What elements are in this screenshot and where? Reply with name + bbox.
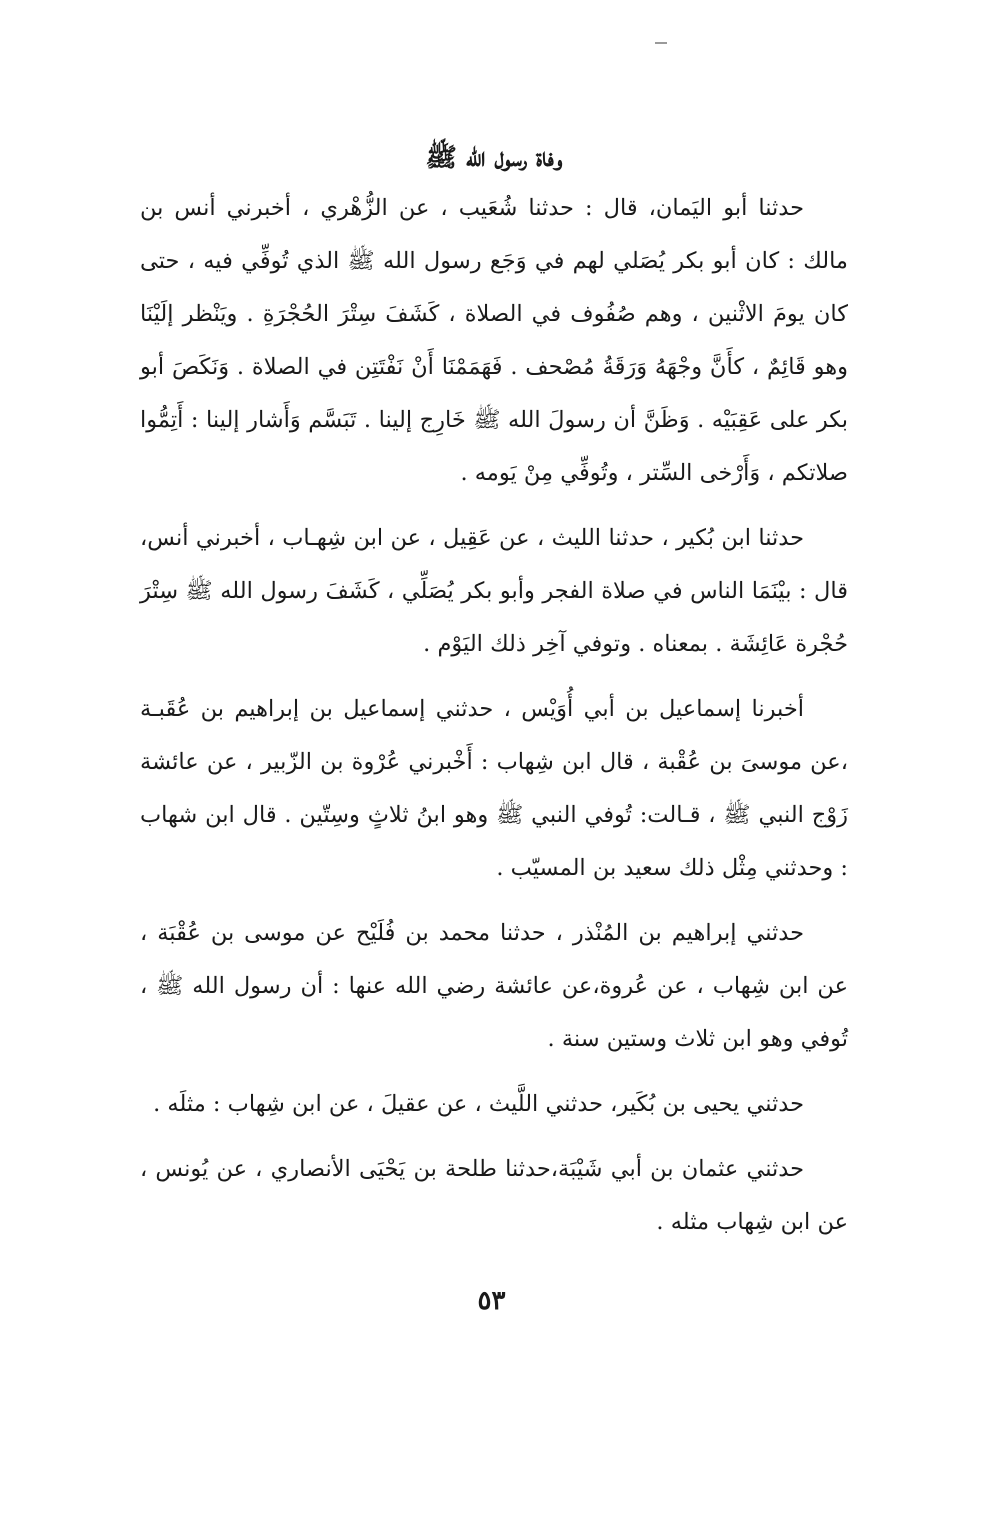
hadith-paragraph-6: حدثني عثمان بن أبي شَيْبَة،حدثنا طلحة بن يَحْيَى الأنصاري ، عن يُونس ، عن ابن شِهاب مثله .	[140, 1156, 848, 1235]
hadith-paragraph-1: حدثنا أبو اليَمان، قال : حدثنا شُعَيب ، عن الزُّهْري ، أخبرني أنس بن مالك : كان أبو بكر يُصَلي لهم في وَجَع رسول الله ﷺ الذي تُوفِّي فيه ، حتى كان يومَ الاثْنين ، وهم صُفُوف في الصلاة ، كَشَفَ سِتْرَ الحُجْرَةِ . ويَنْظر إلَيْنَا وهو قَائِمٌ ، كأَنَّ وجْهَهُ وَرَقَةُ مُصْحف . فَهَمَمْنَا أَنْ نَفْتَتِن في الصلاة . وَنَكَصَ أبو بكر على عَقِبَيْه . وَظَنَّ أن رسولَ الله ﷺ خَارِج إلينا . تَبَسَّم وَأَشار إلينا : أَتِمُّوا صلاتكم ، وَأَرْخى السِّتر ، وتُوفِّي مِنْ يَومه .	[140, 195, 848, 486]
hadith-paragraph-5: حدثني يحيى بن بُكَير، حدثني اللَّيث ، عن عقيلَ ، عن ابن شِهاب : مثلَه .	[153, 1091, 804, 1117]
page-body	[140, 138, 848, 1249]
hadith-paragraph-3: أخبرنا إسماعيل بن أبي أُوَيْس ، حدثني إسماعيل بن إبراهيم بن عُقَبـة ،عن موسىَ بن عُقْبة ، قال ابن شِهاب : أَخْبرني عُرْوة بن الزّبير ، عن عائشة زَوْج النبي ﷺ ، قـالت: تُوفي النبي ﷺ وهو ابنُ ثلاثٍ وسِتّين . قال ابن شهاب : وحدثني مِثْل ذلك سعيد بن المسيّب .	[140, 696, 848, 881]
hadith-paragraph-2: حدثنا ابن بُكير ، حدثنا الليث ، عن عَقِيل ، عن ابن شِهـاب ، أخبرني أنس، قال : بيْنَمَا الناس في صلاة الفجر وأبو بكر يُصَلِّي ، كَشَفَ رسول الله ﷺ سِتْرَ حُجْرة عَائِشَة . بمعناه . وتوفي آخِر ذلك اليَوْم .	[140, 525, 848, 657]
chapter-title: وفاة رسول الله ﷺ	[425, 143, 563, 173]
page-number: ٥٣	[477, 1286, 506, 1316]
hadith-paragraph-4: حدثني إبراهيم بن المُنْذر ، حدثنا محمد بن فُلَيْح عن موسى بن عُقْبَة ، عن ابن شِهاب ، عن عُروة،عن عائشة رضي الله عنها : أن رسول الله ﷺ ، تُوفي وهو ابن ثلاث وستين سنة .	[140, 920, 848, 1052]
scan-speck	[655, 42, 667, 44]
